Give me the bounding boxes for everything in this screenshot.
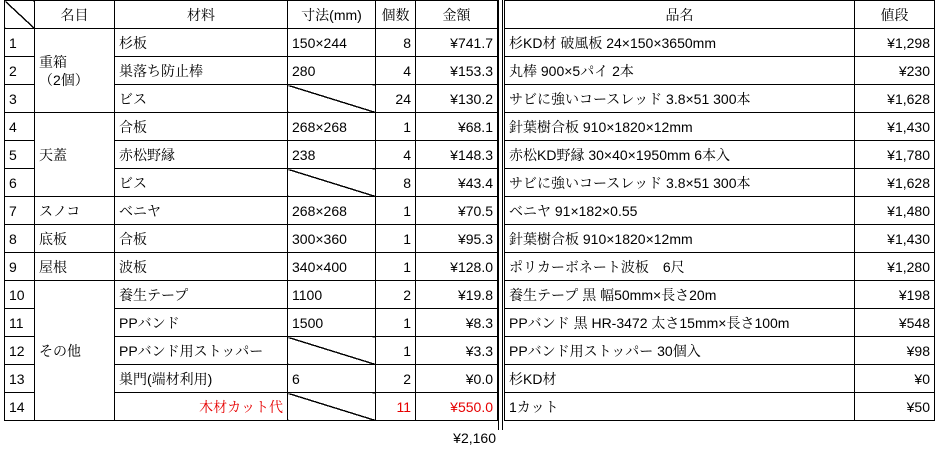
product-cell: 針葉樹合板 910×1820×12mm — [505, 113, 855, 141]
material-cell: 杉板 — [115, 29, 288, 57]
size-cell-empty — [288, 169, 376, 197]
count-cell: 2 — [376, 281, 416, 309]
table-row — [505, 337, 935, 365]
row-number: 5 — [5, 141, 35, 169]
materials-table — [4, 0, 498, 421]
table-row — [5, 29, 498, 57]
products-header-row — [505, 1, 935, 29]
table-row — [505, 29, 935, 57]
price-cell: ¥0 — [855, 365, 935, 393]
price-cell: ¥1,430 — [855, 225, 935, 253]
header-price: 値段 — [855, 1, 935, 29]
table-row — [505, 225, 935, 253]
price-cell: ¥50 — [855, 393, 935, 421]
material-cell: PPバンド — [115, 309, 288, 337]
product-cell: 1カット — [505, 393, 855, 421]
amount-cell: ¥153.3 — [416, 57, 498, 85]
amount-cell: ¥128.0 — [416, 253, 498, 281]
table-row — [5, 197, 498, 225]
row-number: 10 — [5, 281, 35, 309]
price-cell: ¥1,780 — [855, 141, 935, 169]
group-sunoko: スノコ — [35, 197, 115, 225]
count-cell: 1 — [376, 253, 416, 281]
amount-cell: ¥19.8 — [416, 281, 498, 309]
count-cell: 8 — [376, 169, 416, 197]
table-row — [5, 253, 498, 281]
amount-cell: ¥8.3 — [416, 309, 498, 337]
row-number: 6 — [5, 169, 35, 197]
product-cell: ベニヤ 91×182×0.55 — [505, 197, 855, 225]
count-cell: 1 — [376, 225, 416, 253]
size-cell-empty — [288, 393, 376, 421]
size-cell: 1100 — [288, 281, 376, 309]
group-lid: 天蓋 — [35, 113, 115, 197]
table-row — [5, 225, 498, 253]
double-divider — [497, 0, 504, 430]
count-cell: 4 — [376, 57, 416, 85]
table-row — [505, 253, 935, 281]
corner-cell — [5, 1, 35, 29]
row-number: 13 — [5, 365, 35, 393]
count-cell: 24 — [376, 85, 416, 113]
group-other: その他 — [35, 281, 115, 421]
size-cell: 300×360 — [288, 225, 376, 253]
table-row — [505, 197, 935, 225]
material-cell: 波板 — [115, 253, 288, 281]
row-number: 9 — [5, 253, 35, 281]
material-cell-highlight: 木材カット代 — [115, 393, 288, 421]
row-number: 1 — [5, 29, 35, 57]
price-cell: ¥98 — [855, 337, 935, 365]
price-cell: ¥1,430 — [855, 113, 935, 141]
material-cell: ベニヤ — [115, 197, 288, 225]
table-row — [505, 393, 935, 421]
price-cell: ¥230 — [855, 57, 935, 85]
count-cell-highlight: 11 — [376, 393, 416, 421]
product-cell: PPバンド 黒 HR-3472 太さ15mm×長さ100m — [505, 309, 855, 337]
material-cell: ビス — [115, 85, 288, 113]
amount-cell: ¥741.7 — [416, 29, 498, 57]
material-cell: 巣落ち防止棒 — [115, 57, 288, 85]
count-cell: 1 — [376, 309, 416, 337]
amount-cell: ¥95.3 — [416, 225, 498, 253]
price-cell: ¥1,298 — [855, 29, 935, 57]
count-cell: 1 — [376, 197, 416, 225]
group-box-note: （2個） — [39, 71, 89, 88]
product-cell: 丸棒 900×5パイ 2本 — [505, 57, 855, 85]
row-number: 2 — [5, 57, 35, 85]
material-cell: ビス — [115, 169, 288, 197]
row-number: 8 — [5, 225, 35, 253]
group-box-label: 重箱 — [39, 53, 67, 70]
count-cell: 8 — [376, 29, 416, 57]
size-cell: 6 — [288, 365, 376, 393]
price-cell: ¥198 — [855, 281, 935, 309]
count-cell: 1 — [376, 337, 416, 365]
product-cell: 杉KD材 — [505, 365, 855, 393]
size-cell: 268×268 — [288, 113, 376, 141]
header-product: 品名 — [505, 1, 855, 29]
amount-cell: ¥0.0 — [416, 365, 498, 393]
product-cell: サビに強いコースレッド 3.8×51 300本 — [505, 169, 855, 197]
size-cell: 340×400 — [288, 253, 376, 281]
table-row — [505, 85, 935, 113]
header-name: 名目 — [35, 1, 115, 29]
row-number: 12 — [5, 337, 35, 365]
material-cell: PPバンド用ストッパー — [115, 337, 288, 365]
header-count: 個数 — [376, 1, 416, 29]
table-row — [505, 169, 935, 197]
table-row — [5, 281, 498, 309]
product-cell: サビに強いコースレッド 3.8×51 300本 — [505, 85, 855, 113]
row-number: 3 — [5, 85, 35, 113]
materials-header-row — [5, 1, 498, 29]
total-amount: ¥2,160 — [453, 430, 496, 446]
group-roof: 屋根 — [35, 253, 115, 281]
price-cell: ¥1,628 — [855, 85, 935, 113]
count-cell: 4 — [376, 141, 416, 169]
amount-cell: ¥130.2 — [416, 85, 498, 113]
material-cell: 養生テープ — [115, 281, 288, 309]
price-cell: ¥1,628 — [855, 169, 935, 197]
material-cell: 赤松野縁 — [115, 141, 288, 169]
amount-cell: ¥68.1 — [416, 113, 498, 141]
product-cell: PPバンド用ストッパー 30個入 — [505, 337, 855, 365]
product-cell: 杉KD材 破風板 24×150×3650mm — [505, 29, 855, 57]
material-cell: 合板 — [115, 113, 288, 141]
material-cell: 合板 — [115, 225, 288, 253]
group-box — [35, 29, 115, 113]
row-number: 14 — [5, 393, 35, 421]
product-cell: 赤松KD野縁 30×40×1950mm 6本入 — [505, 141, 855, 169]
amount-cell: ¥148.3 — [416, 141, 498, 169]
size-cell-empty — [288, 85, 376, 113]
table-row — [505, 365, 935, 393]
product-cell: 針葉樹合板 910×1820×12mm — [505, 225, 855, 253]
header-material: 材料 — [115, 1, 288, 29]
material-cell: 巣門(端材利用) — [115, 365, 288, 393]
amount-cell: ¥43.4 — [416, 169, 498, 197]
size-cell-empty — [288, 337, 376, 365]
table-row — [505, 57, 935, 85]
price-cell: ¥548 — [855, 309, 935, 337]
products-table — [504, 0, 935, 421]
row-number: 7 — [5, 197, 35, 225]
table-row — [5, 113, 498, 141]
price-cell: ¥1,280 — [855, 253, 935, 281]
table-row — [505, 309, 935, 337]
table-row — [505, 141, 935, 169]
size-cell: 1500 — [288, 309, 376, 337]
size-cell: 280 — [288, 57, 376, 85]
amount-cell: ¥70.5 — [416, 197, 498, 225]
amount-cell: ¥3.3 — [416, 337, 498, 365]
product-cell: ポリカーボネート波板 6尺 — [505, 253, 855, 281]
size-cell: 268×268 — [288, 197, 376, 225]
group-bottom: 底板 — [35, 225, 115, 253]
row-number: 11 — [5, 309, 35, 337]
size-cell: 150×244 — [288, 29, 376, 57]
product-cell: 養生テープ 黒 幅50mm×長さ20m — [505, 281, 855, 309]
count-cell: 2 — [376, 365, 416, 393]
size-cell: 238 — [288, 141, 376, 169]
amount-cell-highlight: ¥550.0 — [416, 393, 498, 421]
price-cell: ¥1,480 — [855, 197, 935, 225]
count-cell: 1 — [376, 113, 416, 141]
table-row — [505, 281, 935, 309]
row-number: 4 — [5, 113, 35, 141]
table-row — [505, 113, 935, 141]
header-amount: 金額 — [416, 1, 498, 29]
header-size: 寸法(mm) — [288, 1, 376, 29]
